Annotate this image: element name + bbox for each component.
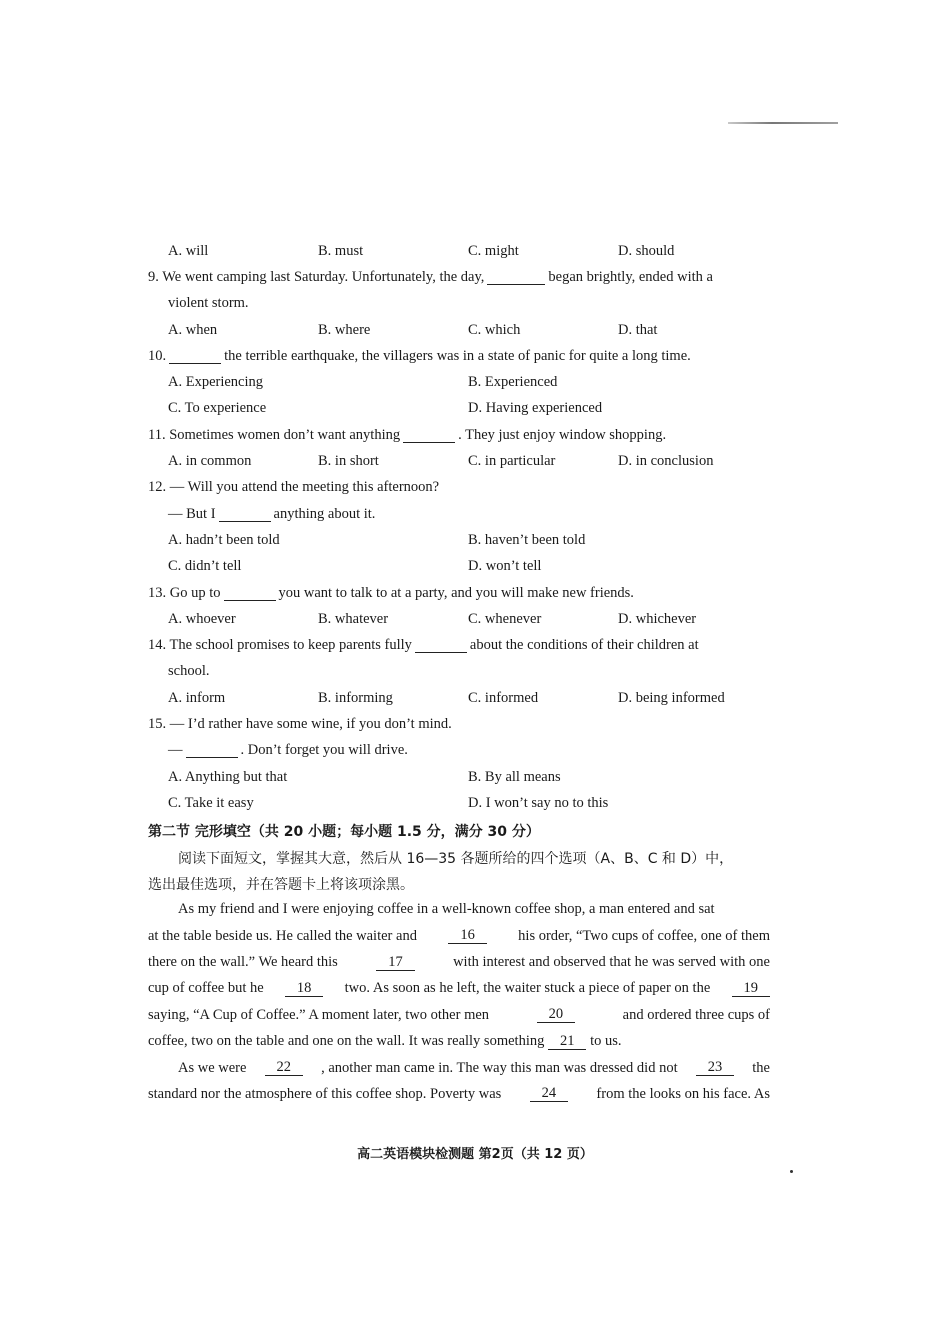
q12-options-cd: C. didn’t tell D. won’t tell — [168, 558, 542, 575]
q12-options-ab: A. hadn’t been told B. haven’t been told — [168, 531, 586, 548]
blank-number: 19 — [732, 981, 771, 997]
q15-reply: — . Don’t forget you will drive. — [168, 742, 408, 759]
passage-line: at the table beside us. He called the waiter and 16 his order, “Two cups of coffee, one of them — [148, 927, 770, 944]
q10-options-cd: C. To experience D. Having experienced — [168, 400, 603, 417]
exam-content — [148, 238, 770, 1108]
q12-reply: — But I anything about it. — [168, 505, 376, 522]
blank-number: 23 — [696, 1060, 735, 1076]
q14-options: A. inform B. informing C. informed D. being informed — [168, 689, 725, 706]
page-footer: 高二英语模块检测题 第2页（共 12 页） — [357, 1147, 593, 1162]
passage-line: As we were 22 , another man came in. The way this man was dressed did not 23 the — [178, 1059, 770, 1076]
q15-options-ab: A. Anything but that B. By all means — [168, 768, 561, 785]
q15-stem: 15. — I’d rather have some wine, if you don’t mind. — [148, 715, 452, 732]
blank-number: 17 — [376, 955, 415, 971]
q8-options: A. will B. must C. might D. should — [168, 242, 675, 259]
blank-number: 16 — [448, 928, 487, 944]
q13-stem: 13. Go up to you want to talk to at a party, and you will make new friends. — [148, 584, 634, 601]
passage-line: As my friend and I were enjoying coffee in a well-known coffee shop, a man entered and sat — [178, 901, 715, 918]
answer-blank — [186, 743, 238, 758]
passage-line: cup of coffee but he 18 two. As soon as he left, the waiter stuck a piece of paper on the 19 — [148, 976, 770, 1002]
section-instruction-cont: 选出最佳选项，并在答题卡上将该项涂黑。 — [148, 876, 414, 893]
answer-blank — [219, 507, 271, 522]
blank-number: 22 — [265, 1060, 304, 1076]
q12-stem: 12. — Will you attend the meeting this afternoon? — [148, 479, 440, 496]
answer-blank — [403, 428, 455, 443]
scan-speck — [790, 1170, 793, 1173]
answer-blank — [224, 586, 276, 601]
q9-stem-cont: violent storm. — [168, 295, 249, 312]
passage-line: there on the wall.” We heard this 17 with interest and observed that he was served with one — [148, 953, 770, 970]
cloze-passage — [148, 897, 770, 1108]
answer-blank — [415, 638, 467, 653]
q10-stem: 10. the terrible earthquake, the villagers was in a state of panic for quite a long time. — [148, 347, 691, 364]
q10-options-ab: A. Experiencing B. Experienced — [168, 374, 558, 391]
q14-stem: 14. The school promises to keep parents fully about the conditions of their children at — [148, 637, 699, 654]
answer-blank — [487, 270, 545, 285]
passage-line: saying, “A Cup of Coffee.” A moment later, two other men 20 and ordered three cups of — [148, 1006, 770, 1023]
q9-options: A. when B. where C. which D. that — [168, 321, 658, 338]
q11-stem: 11. Sometimes women don’t want anything . They just enjoy window shopping. — [148, 426, 667, 443]
section-instruction: 阅读下面短文，掌握其大意，然后从 16—35 各题所给的四个选项（A、B、C 和 D）中， — [178, 850, 734, 867]
blank-number: 24 — [530, 1086, 569, 1102]
passage-line: standard nor the atmosphere of this coffee shop. Poverty was 24 from the looks on his face. As — [148, 1085, 770, 1102]
q15-options-cd: C. Take it easy D. I won’t say no to this — [168, 794, 609, 811]
blank-number: 18 — [285, 981, 324, 997]
blank-number: 21 — [548, 1034, 587, 1050]
q11-options: A. in common B. in short C. in particular D. in conclusion — [168, 453, 714, 470]
q13-options: A. whoever B. whatever C. whenever D. whichever — [168, 610, 697, 627]
blank-number: 20 — [537, 1007, 576, 1023]
passage-line: coffee, two on the table and one on the wall. It was really something 21 to us. — [148, 1032, 622, 1050]
answer-blank — [169, 349, 221, 364]
q14-stem-cont: school. — [168, 663, 210, 680]
section-heading: 第二节 完形填空（共 20 小题；每小题 1.5 分，满分 30 分） — [148, 823, 540, 840]
q9-stem: 9. We went camping last Saturday. Unfortunately, the day, began brightly, ended with a — [148, 268, 713, 285]
scan-artifact-line — [728, 122, 838, 124]
